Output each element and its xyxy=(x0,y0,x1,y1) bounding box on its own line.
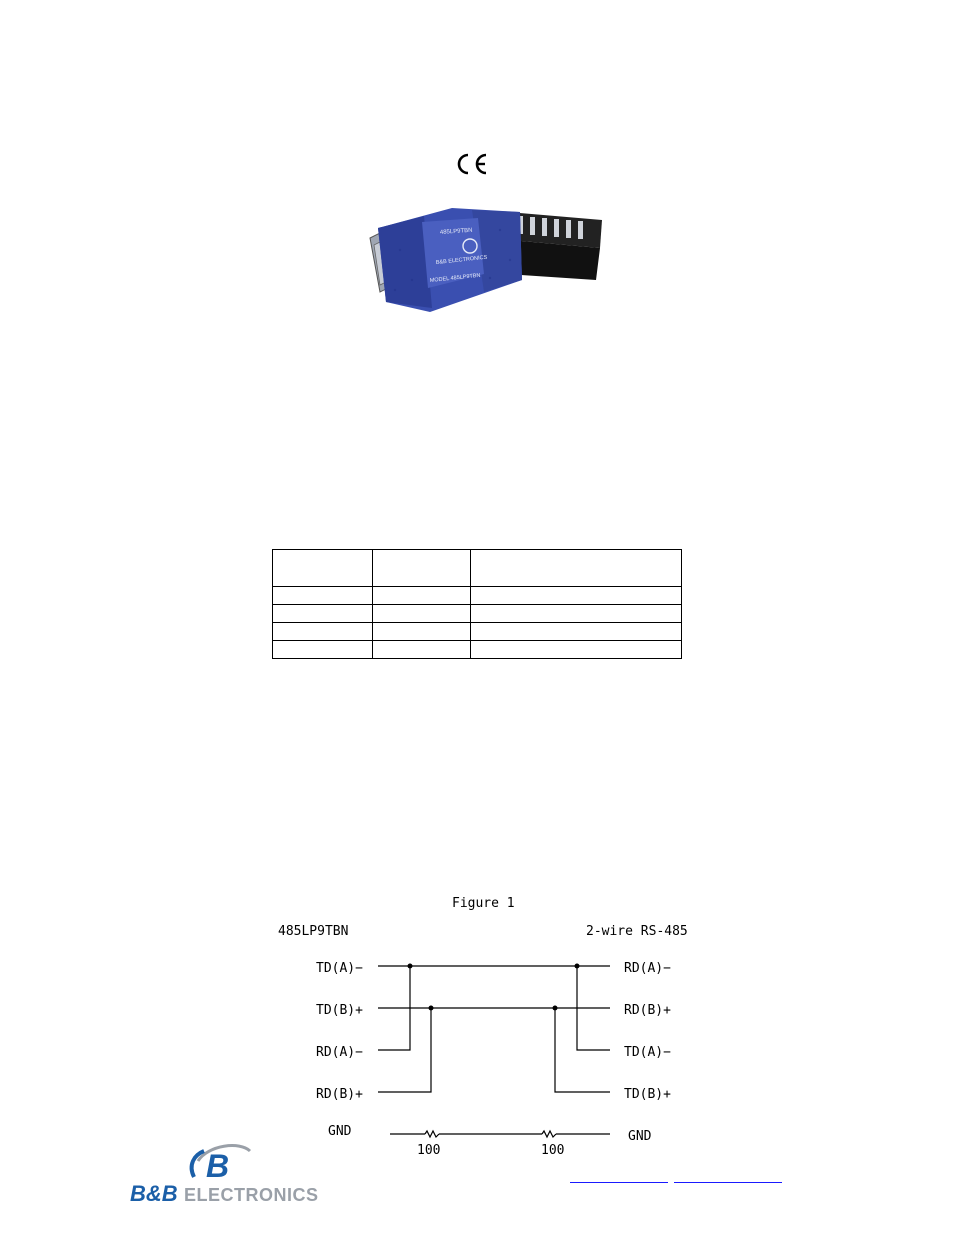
product-photo xyxy=(360,190,610,320)
junction-dots xyxy=(408,964,580,1011)
device-brand-text: B&B ELECTRONICS xyxy=(435,254,488,266)
table-cell xyxy=(373,587,471,605)
resistor-label-right: 100 xyxy=(541,1143,565,1158)
table-cell xyxy=(273,605,373,623)
table-header-row xyxy=(273,550,682,587)
device-model-text: MODEL 485LP9TBN xyxy=(429,272,481,284)
table-cell xyxy=(273,623,373,641)
ce-mark xyxy=(452,150,490,178)
logo-b-icon: B xyxy=(206,1148,230,1184)
right-label-td-a: TD(A)− xyxy=(624,1045,671,1060)
left-label-rd-b: RD(B)+ xyxy=(316,1087,363,1102)
table-row xyxy=(273,587,682,605)
table-header-cell xyxy=(471,550,682,587)
table-row xyxy=(273,641,682,659)
right-label-gnd: GND xyxy=(628,1129,652,1144)
left-label-td-a: TD(A)− xyxy=(316,961,363,976)
logo-text-sub: ELECTRONICS xyxy=(184,1185,319,1205)
right-label-rd-a: RD(A)− xyxy=(624,961,671,976)
table-cell xyxy=(471,587,682,605)
table-cell xyxy=(373,623,471,641)
footer-link[interactable] xyxy=(674,1170,782,1183)
table-cell xyxy=(471,641,682,659)
table-cell xyxy=(273,641,373,659)
figure-left-title: 485LP9TBN xyxy=(278,924,349,939)
spec-table xyxy=(272,549,682,659)
device-label-top: 485LP9TBN xyxy=(439,227,473,236)
table-header-cell xyxy=(273,550,373,587)
company-logo xyxy=(128,1143,378,1207)
figure-title: Figure 1 xyxy=(452,896,515,911)
table-cell xyxy=(273,587,373,605)
table-cell xyxy=(373,605,471,623)
table-cell xyxy=(471,605,682,623)
left-label-rd-a: RD(A)− xyxy=(316,1045,363,1060)
footer-link[interactable] xyxy=(570,1170,668,1183)
wiring-diagram xyxy=(270,888,710,1163)
figure-right-title: 2-wire RS-485 xyxy=(586,924,688,939)
right-label-rd-b: RD(B)+ xyxy=(624,1003,671,1018)
left-label-td-b: TD(B)+ xyxy=(316,1003,363,1018)
wires xyxy=(378,966,610,1137)
table-row xyxy=(273,605,682,623)
table-row xyxy=(273,623,682,641)
table-cell xyxy=(471,623,682,641)
table-header-cell xyxy=(373,550,471,587)
right-label-td-b: TD(B)+ xyxy=(624,1087,671,1102)
logo-text-main: B&B xyxy=(130,1181,178,1206)
resistor-label-left: 100 xyxy=(417,1143,441,1158)
left-label-gnd: GND xyxy=(328,1124,352,1139)
table-cell xyxy=(373,641,471,659)
